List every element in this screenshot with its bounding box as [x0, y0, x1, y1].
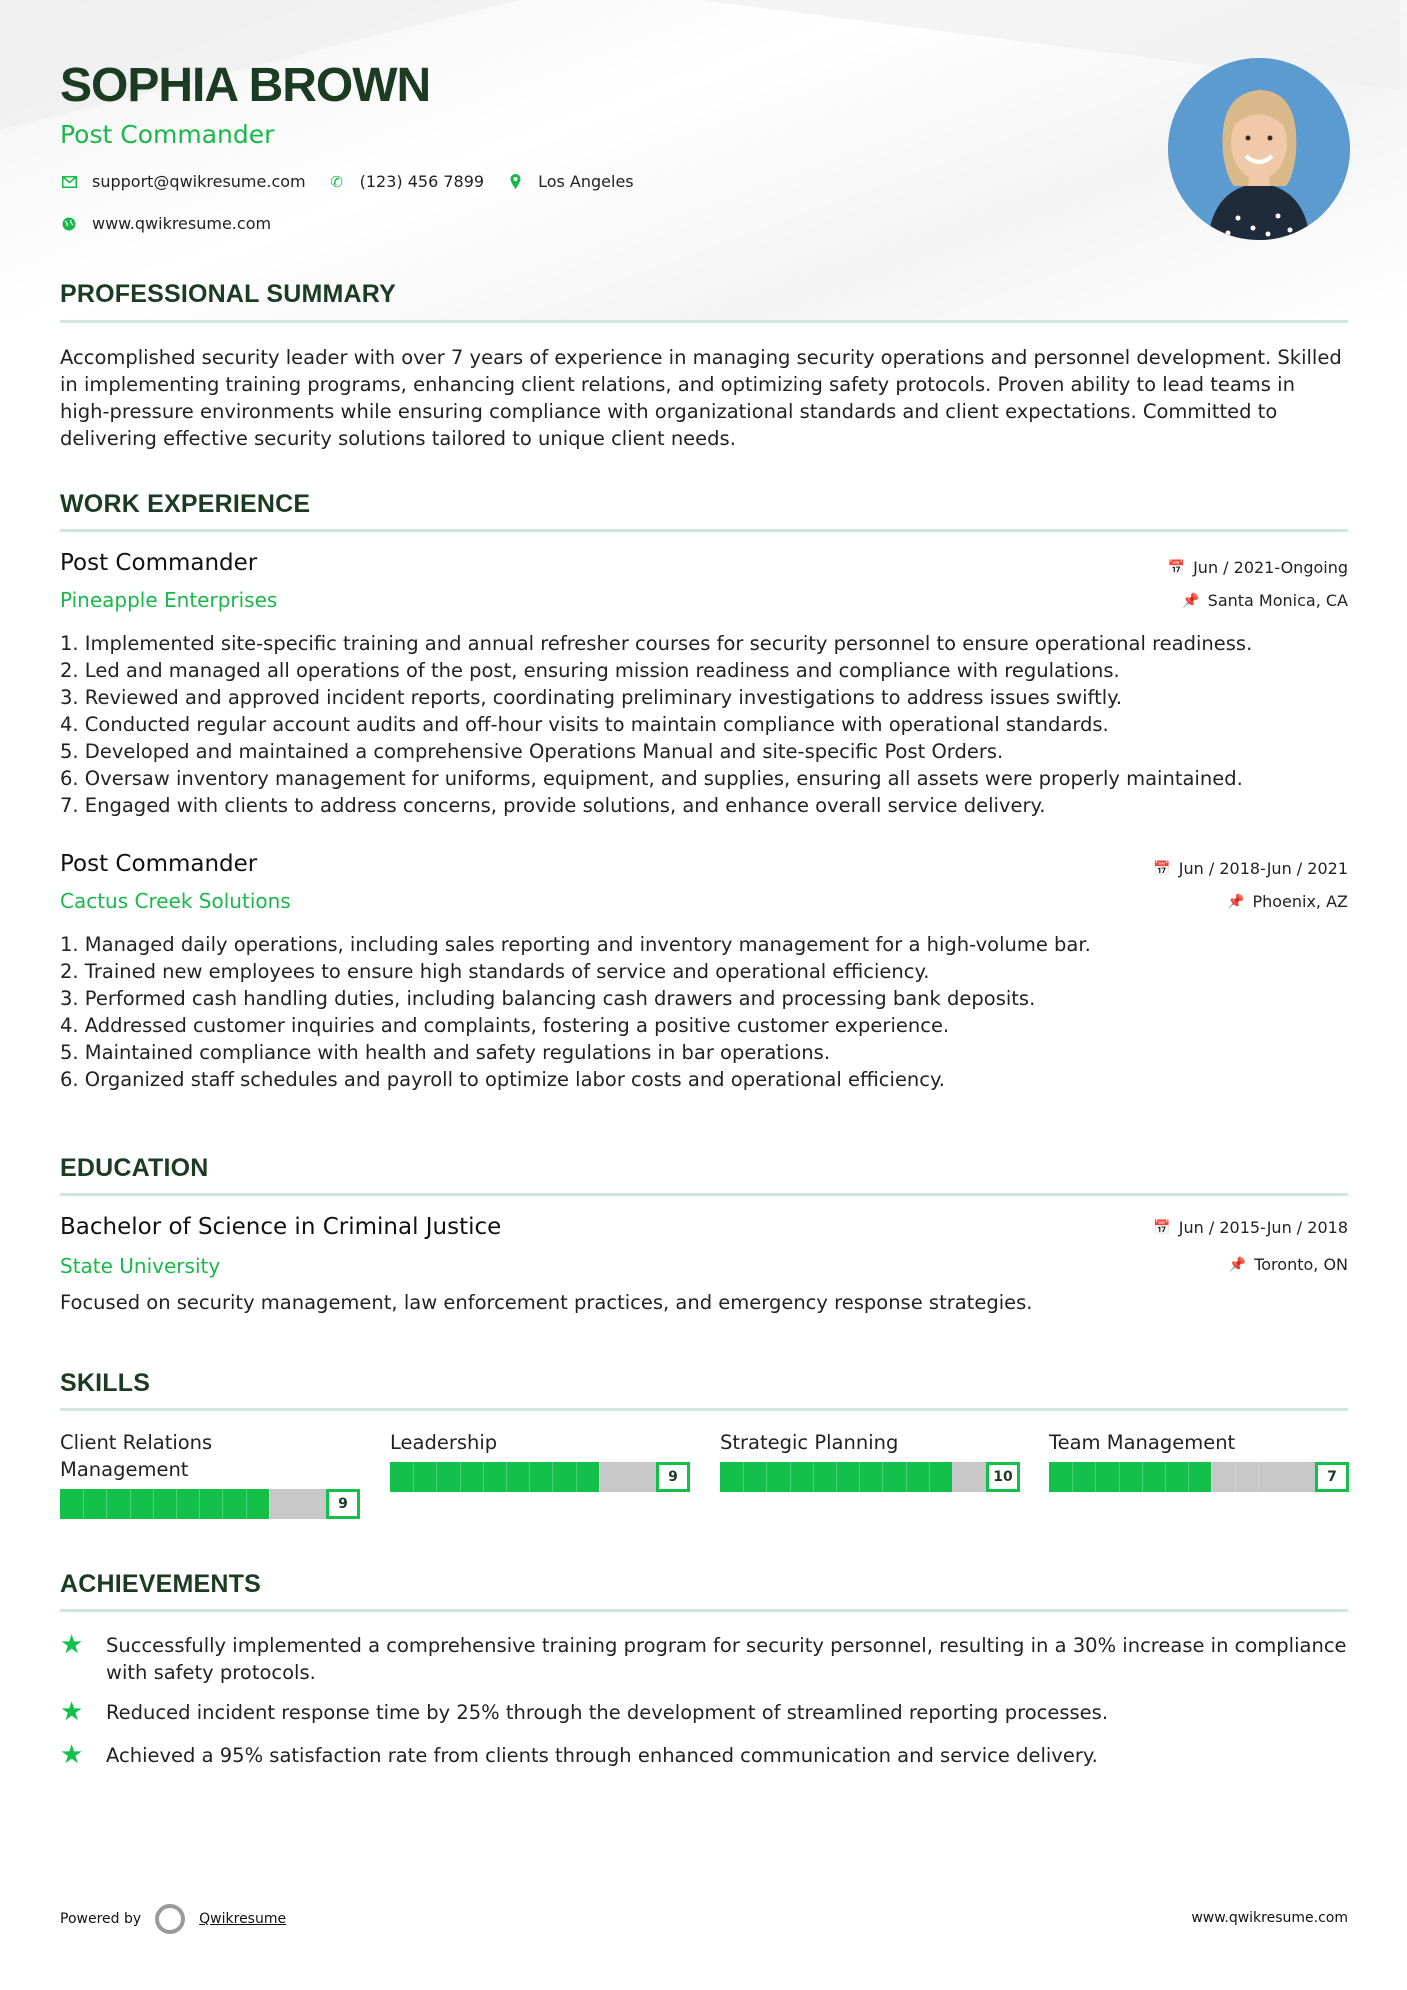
achievement-text: Successfully implemented a comprehensive training program for security personnel, resulting in a 30% increase in compliance with safety protocols.	[106, 1634, 1347, 1684]
job-2-dates-text: Jun / 2018-Jun / 2021	[1178, 859, 1348, 878]
skill-bar-segment	[599, 1462, 600, 1492]
skill-name: Team Management	[1049, 1431, 1236, 1454]
skill-bar-segment	[106, 1489, 107, 1519]
skill-bar-segment	[1142, 1462, 1143, 1492]
list-item: 5. Maintained compliance with health and safety regulations in bar operations.	[60, 1041, 831, 1064]
skill-bar-fill	[60, 1489, 269, 1519]
star-icon: ★	[60, 1740, 84, 1770]
achievements-heading: ACHIEVEMENTS	[60, 1570, 262, 1598]
skill-bar-segment	[176, 1489, 177, 1519]
skill-bar	[60, 1489, 360, 1519]
skill-bar-track	[390, 1462, 656, 1492]
skill-level-badge: 10	[986, 1462, 1020, 1492]
list-item: 2. Trained new employees to ensure high standards of service and operational efficiency.	[60, 960, 930, 983]
skill-level-badge: 9	[326, 1489, 360, 1519]
list-item: 5. Developed and maintained a comprehensive Operations Manual and site-specific Post Orders.	[60, 740, 1004, 763]
skill-level-badge: 9	[656, 1462, 690, 1492]
list-item: 7. Engaged with clients to address concerns, provide solutions, and enhance overall service delivery.	[60, 794, 1046, 817]
list-item: 1. Managed daily operations, including sales reporting and inventory management for a high-volume bar.	[60, 933, 1091, 956]
job-1-company: Pineapple Enterprises	[60, 588, 278, 612]
summary-text: Accomplished security leader with over 7 years of experience in managing security operations and personnel development. Skilled in implementing training programs, enhancing client relations, and optimizing safety protocols. Proven ability to lead teams in high-pressure environments while ensuring compliance with organizational standards and client expectations. Committed to delivering effective security solutions tailored to unique client needs.	[60, 346, 1342, 450]
experience-heading: WORK EXPERIENCE	[60, 490, 311, 518]
achievement-item	[60, 1699, 1348, 1726]
education-divider	[60, 1193, 1348, 1196]
list-item: 4. Addressed customer inquiries and complaints, fostering a positive customer experience.	[60, 1014, 950, 1037]
job-2-location-text: Phoenix, AZ	[1252, 892, 1348, 911]
skill-strategic-planning	[720, 1429, 1020, 1492]
skill-bar-track	[60, 1489, 326, 1519]
achievements-divider	[60, 1609, 1348, 1612]
contact-row-secondary	[60, 214, 293, 233]
skill-bar-segment	[766, 1462, 767, 1492]
skills-divider	[60, 1408, 1348, 1411]
achievement-item	[60, 1742, 1348, 1769]
skill-bar-segment	[413, 1462, 414, 1492]
skill-bar-segment	[882, 1462, 883, 1492]
skill-name: Leadership	[390, 1431, 498, 1454]
pushpin-icon: 📌	[1228, 1256, 1247, 1273]
skill-name: Client Relations Management	[60, 1431, 213, 1481]
skill-bar-segment	[222, 1489, 223, 1519]
skill-bar-segment	[552, 1462, 553, 1492]
calendar-icon: 📅	[1167, 559, 1186, 576]
education-heading: EDUCATION	[60, 1154, 209, 1182]
skill-bar-segment	[436, 1462, 437, 1492]
skill-bar-segment	[576, 1462, 577, 1492]
skill-bar-segment	[1095, 1462, 1096, 1492]
skill-bar-segment	[269, 1489, 270, 1519]
education-school: State University	[60, 1254, 221, 1278]
list-item: 4. Conducted regular account audits and off-hour visits to maintain compliance with operational standards.	[60, 713, 1109, 736]
skill-bar-fill	[1049, 1462, 1211, 1492]
job-1-location-text: Santa Monica, CA	[1207, 591, 1348, 610]
skill-bar-segment	[199, 1489, 200, 1519]
website-link[interactable]: www.qwikresume.com	[92, 214, 272, 233]
job-1-title: Post Commander	[60, 550, 258, 576]
education-location-text: Toronto, ON	[1254, 1255, 1348, 1274]
skill-leadership	[390, 1429, 690, 1492]
skill-bar-segment	[460, 1462, 461, 1492]
skill-bar-segment	[1188, 1462, 1189, 1492]
skill-bar-segment	[743, 1462, 744, 1492]
job-1-dates-text: Jun / 2021-Ongoing	[1193, 558, 1348, 577]
brand-link[interactable]: Qwikresume	[199, 1911, 287, 1927]
job-2-company: Cactus Creek Solutions	[60, 889, 291, 913]
skill-bar-segment	[790, 1462, 791, 1492]
location-text: Los Angeles	[538, 172, 634, 191]
phone-number: (123) 456 7899	[359, 172, 485, 191]
skill-bar	[390, 1462, 690, 1492]
globe-icon	[60, 215, 78, 233]
skill-bar-segment	[1165, 1462, 1166, 1492]
list-item: 3. Performed cash handling duties, including balancing cash drawers and processing bank deposits.	[60, 987, 1036, 1010]
experience-divider	[60, 529, 1348, 532]
calendar-icon: 📅	[1153, 860, 1171, 877]
list-item: 6. Oversaw inventory management for uniforms, equipment, and supplies, ensuring all assets were properly maintained.	[60, 767, 1243, 790]
education-description: Focused on security management, law enforcement practices, and emergency response strategies.	[60, 1291, 1033, 1314]
skill-bar-segment	[130, 1489, 131, 1519]
list-item: 3. Reviewed and approved incident reports, coordinating preliminary investigations to address issues swiftly.	[60, 686, 1123, 709]
achievement-text: Reduced incident response time by 25% through the development of streamlined reporting processes.	[106, 1701, 1109, 1724]
skills-heading: SKILLS	[60, 1369, 151, 1397]
skill-bar-segment	[1235, 1462, 1236, 1492]
job-1-location	[1182, 591, 1348, 610]
qwikresume-logo-icon	[155, 1904, 185, 1934]
powered-by	[60, 1904, 286, 1934]
job-2-location	[1227, 892, 1348, 911]
skill-bar-segment	[1258, 1462, 1259, 1492]
contact-row-primary	[60, 172, 656, 191]
skill-bar	[1049, 1462, 1349, 1492]
job-2-title: Post Commander	[60, 851, 258, 877]
skill-bar-segment	[153, 1489, 154, 1519]
education-degree: Bachelor of Science in Criminal Justice	[60, 1214, 502, 1240]
summary-divider	[60, 320, 1348, 323]
pushpin-icon: 📌	[1227, 893, 1245, 910]
skill-bar-segment	[906, 1462, 907, 1492]
skill-client-relations	[60, 1429, 360, 1519]
skill-team-management	[1049, 1429, 1349, 1492]
skill-bar-segment	[1211, 1462, 1212, 1492]
achievement-item	[60, 1632, 1348, 1686]
skill-bar-segment	[483, 1462, 484, 1492]
skill-bar-segment	[1119, 1462, 1120, 1492]
skill-bar-segment	[83, 1489, 84, 1519]
skill-name: Strategic Planning	[720, 1431, 899, 1454]
skill-bar-segment	[246, 1489, 247, 1519]
list-item: 6. Organized staff schedules and payroll to optimize labor costs and operational efficiency.	[60, 1068, 945, 1091]
skill-bar-segment	[1072, 1462, 1073, 1492]
footer-website-link[interactable]: www.qwikresume.com	[1191, 1910, 1348, 1926]
skill-bar-segment	[813, 1462, 814, 1492]
skill-bar-segment	[529, 1462, 530, 1492]
education-dates	[1153, 1218, 1348, 1237]
education-location	[1229, 1255, 1348, 1274]
job-2-responsibilities	[60, 931, 1348, 1093]
skill-bar-segment	[836, 1462, 837, 1492]
profile-photo	[1168, 58, 1350, 240]
star-icon: ★	[60, 1697, 84, 1727]
skill-bar	[720, 1462, 1020, 1492]
pushpin-icon: 📌	[1182, 592, 1200, 609]
achievement-text: Achieved a 95% satisfaction rate from clients through enhanced communication and service delivery.	[106, 1744, 1098, 1767]
powered-by-label: Powered by	[60, 1911, 142, 1927]
envelope-icon	[60, 173, 78, 191]
skill-bar-segment	[929, 1462, 930, 1492]
star-icon: ★	[60, 1630, 84, 1660]
summary-heading: PROFESSIONAL SUMMARY	[60, 280, 396, 308]
skill-bar-segment	[859, 1462, 860, 1492]
candidate-title: Post Commander	[60, 120, 275, 149]
job-1-dates	[1168, 558, 1348, 577]
skill-bar-fill	[390, 1462, 599, 1492]
email-link[interactable]: support@qwikresume.com	[92, 172, 306, 191]
skill-bar-track	[720, 1462, 986, 1492]
list-item: 2. Led and managed all operations of the post, ensuring mission readiness and compliance with regulations.	[60, 659, 1120, 682]
job-2-dates	[1153, 859, 1348, 878]
skill-bar-segment	[506, 1462, 507, 1492]
phone-icon: ✆	[330, 172, 343, 191]
education-dates-text: Jun / 2015-Jun / 2018	[1178, 1218, 1348, 1237]
job-1-responsibilities	[60, 630, 1348, 819]
map-pin-icon	[506, 173, 524, 191]
skill-level-badge: 7	[1315, 1462, 1349, 1492]
skill-bar-track	[1049, 1462, 1315, 1492]
candidate-name: SOPHIA BROWN	[60, 59, 431, 112]
calendar-icon: 📅	[1153, 1219, 1171, 1236]
list-item: 1. Implemented site-specific training and annual refresher courses for security personnel to ensure operational readiness.	[60, 632, 1253, 655]
